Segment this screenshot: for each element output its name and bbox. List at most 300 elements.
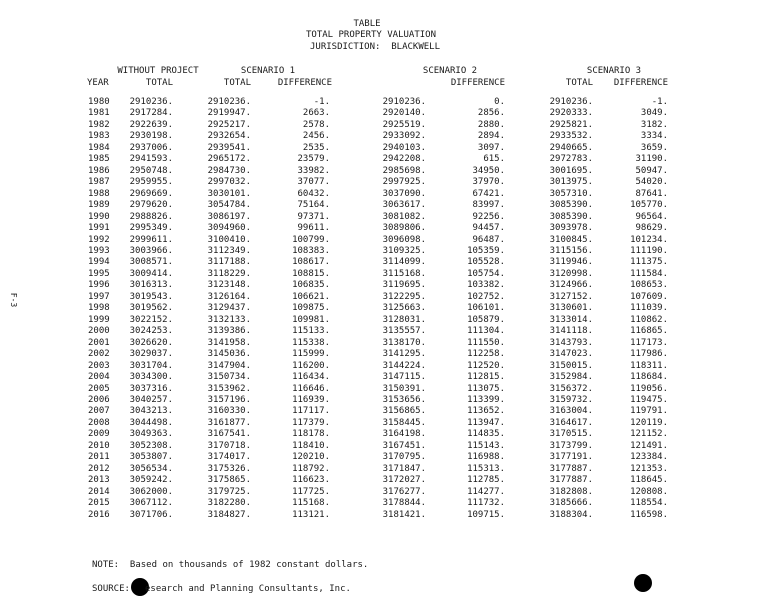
s3-difference-cell: 121353.	[630, 463, 668, 474]
s3-total-cell: 3164617.	[549, 417, 593, 428]
s1-difference-cell: 75164.	[297, 200, 330, 211]
without-total-cell: 2995349.	[129, 223, 173, 234]
s2-total-cell: 3119695.	[382, 280, 426, 291]
without-total-cell: 3052308.	[129, 440, 173, 451]
s2-total-cell: 3150391.	[382, 383, 426, 394]
s1-total-cell: 3179725.	[207, 486, 251, 497]
s3-total-cell: 3170515.	[549, 429, 593, 440]
s2-difference-cell: 83997.	[472, 200, 505, 211]
s2-total-cell: 3141295.	[382, 349, 426, 360]
s3-total-cell: 3001695.	[549, 165, 593, 176]
s1-total-cell: 3094960.	[207, 223, 251, 234]
s3-difference-cell: 101234.	[630, 234, 668, 245]
s1-difference-cell: 109875.	[292, 303, 330, 314]
s1-total-cell: 3170718.	[207, 440, 251, 451]
year-cell: 2009	[88, 429, 110, 440]
s1-difference-cell: 23579.	[297, 154, 330, 165]
s3-difference-cell: 96564.	[635, 211, 668, 222]
s2-total-cell: 3125663.	[382, 303, 426, 314]
s2-total-cell: 3147115.	[382, 372, 426, 383]
s2-difference-cell: 105754.	[467, 268, 505, 279]
s1-difference-cell: -1.	[313, 97, 330, 107]
s3-total-cell: 3163004.	[549, 406, 593, 417]
s3-difference-cell: 118311.	[630, 360, 668, 371]
year-cell: 2003	[88, 360, 110, 371]
year-cell: 1983	[88, 131, 110, 142]
s2-difference-cell: 102752.	[467, 291, 505, 302]
s3-total-cell: 2910236.	[549, 97, 593, 107]
s2-total-cell: 3158445.	[382, 417, 426, 428]
without-total-cell: 2930198.	[129, 131, 173, 142]
s1-difference-cell: 113121.	[292, 509, 330, 520]
s3-difference-cell: 121152.	[630, 429, 668, 440]
year-cell: 1982	[88, 119, 110, 130]
without-total-cell: 2922639.	[129, 119, 173, 130]
s3-total-cell: 3124966.	[549, 280, 593, 291]
s1-total-cell: 2932654.	[207, 131, 251, 142]
s2-difference-cell: 112785.	[467, 475, 505, 486]
s2-total-cell: 3037090.	[382, 188, 426, 199]
s1-difference-cell: 97371.	[297, 211, 330, 222]
source-text: esearch and Planning Consultants, Inc.	[145, 584, 351, 594]
without-total-cell: 2969669.	[129, 188, 173, 199]
s2-difference-cell: 111732.	[467, 498, 505, 509]
without-total-cell: 3071706.	[129, 509, 173, 520]
year-cell: 2015	[88, 498, 110, 509]
year-cell: 2010	[88, 440, 110, 451]
without-total-cell: 2999611.	[129, 234, 173, 245]
without-total-cell: 3062000.	[129, 486, 173, 497]
s3-difference-cell: 119056.	[630, 383, 668, 394]
s2-difference-cell: 115313.	[467, 463, 505, 474]
s3-difference-cell: 50947.	[635, 165, 668, 176]
s2-difference-cell: 34950.	[472, 165, 505, 176]
year-cell: 1990	[88, 211, 110, 222]
year-cell: 2004	[88, 372, 110, 383]
year-cell: 2000	[88, 326, 110, 337]
without-total-cell: 2937006.	[129, 142, 173, 153]
without-total-cell: 3029037.	[129, 349, 173, 360]
without-total-cell: 2917284.	[129, 108, 173, 119]
without-total-cell: 2959955.	[129, 177, 173, 188]
year-cell: 1994	[88, 257, 110, 268]
s1-difference-cell: 117117.	[292, 406, 330, 417]
s2-total-cell: 3089806.	[382, 223, 426, 234]
s3-total-cell: 3182808.	[549, 486, 593, 497]
s3-difference-cell: 117173.	[630, 337, 668, 348]
s2-difference-cell: 37970.	[472, 177, 505, 188]
without-total-cell: 3059242.	[129, 475, 173, 486]
year-cell: 1999	[88, 314, 110, 325]
s1-total-cell: 2919947.	[207, 108, 251, 119]
without-project-header: WITHOUT PROJECT	[117, 66, 199, 76]
s1-total-header: TOTAL	[223, 78, 251, 88]
s3-total-header: TOTAL	[565, 78, 593, 88]
year-cell: 2002	[88, 349, 110, 360]
without-total-cell: 2988826.	[129, 211, 173, 222]
s1-difference-cell: 2663.	[302, 108, 330, 119]
s2-difference-cell: 615.	[483, 154, 505, 165]
year-cell: 1989	[88, 200, 110, 211]
year-cell: 1988	[88, 188, 110, 199]
s2-total-cell: 3138170.	[382, 337, 426, 348]
year-cell: 2007	[88, 406, 110, 417]
s1-total-cell: 3182280.	[207, 498, 251, 509]
without-total-cell: 3034300.	[129, 372, 173, 383]
s1-total-cell: 3161877.	[207, 417, 251, 428]
s2-difference-cell: 109715.	[467, 509, 505, 520]
s1-difference-cell: 99611.	[297, 223, 330, 234]
without-total-cell: 3037316.	[129, 383, 173, 394]
s3-total-cell: 2920333.	[549, 108, 593, 119]
s3-total-cell: 3013975.	[549, 177, 593, 188]
s3-total-cell: 3085390.	[549, 211, 593, 222]
s1-difference-cell: 115999.	[292, 349, 330, 360]
s3-total-cell: 3185666.	[549, 498, 593, 509]
scenario3-header: SCENARIO 3	[586, 66, 642, 76]
s3-total-cell: 3120998.	[549, 268, 593, 279]
s3-total-cell: 3188304.	[549, 509, 593, 520]
year-cell: 2011	[88, 452, 110, 463]
s3-difference-cell: 111039.	[630, 303, 668, 314]
s2-difference-cell: 112815.	[467, 372, 505, 383]
without-total-header: TOTAL	[145, 78, 173, 88]
s3-difference-cell: 111190.	[630, 245, 668, 256]
year-cell: 1987	[88, 177, 110, 188]
s2-difference-header: DIFFERENCE	[450, 78, 505, 88]
note-text: NOTE: Based on thousands of 1982 constant dollars.	[92, 560, 369, 570]
s3-difference-cell: 123384.	[630, 452, 668, 463]
s2-total-cell: 3172027.	[382, 475, 426, 486]
s3-total-cell: 3093978.	[549, 223, 593, 234]
s3-difference-cell: 116865.	[630, 326, 668, 337]
s2-total-cell: 3170795.	[382, 452, 426, 463]
s3-difference-cell: 3659.	[640, 142, 668, 153]
s3-total-cell: 2940665.	[549, 142, 593, 153]
s2-difference-cell: 113399.	[467, 394, 505, 405]
year-column-header: YEAR	[87, 78, 109, 88]
s1-difference-cell: 115133.	[292, 326, 330, 337]
s1-difference-cell: 115338.	[292, 337, 330, 348]
s2-difference-cell: 2856.	[477, 108, 505, 119]
s1-difference-cell: 116939.	[292, 394, 330, 405]
s1-total-cell: 3139386.	[207, 326, 251, 337]
s3-difference-header: DIFFERENCE	[613, 78, 668, 88]
s1-difference-cell: 2456.	[302, 131, 330, 142]
s2-total-cell: 3135557.	[382, 326, 426, 337]
year-cell: 1984	[88, 142, 110, 153]
s2-total-cell: 3115168.	[382, 268, 426, 279]
s1-difference-cell: 2535.	[302, 142, 330, 153]
s2-difference-cell: 113075.	[467, 383, 505, 394]
s1-total-cell: 3160330.	[207, 406, 251, 417]
s2-difference-cell: 114277.	[467, 486, 505, 497]
s1-difference-cell: 116200.	[292, 360, 330, 371]
s2-total-cell: 3153656.	[382, 394, 426, 405]
s2-difference-cell: 3097.	[477, 142, 505, 153]
s2-difference-cell: 115143.	[467, 440, 505, 451]
year-cell: 2016	[88, 509, 110, 520]
s3-total-cell: 3127152.	[549, 291, 593, 302]
s1-total-cell: 3132133.	[207, 314, 251, 325]
year-cell: 1981	[88, 108, 110, 119]
s1-difference-cell: 116434.	[292, 372, 330, 383]
s2-total-cell: 3144224.	[382, 360, 426, 371]
without-total-cell: 3019562.	[129, 303, 173, 314]
s1-total-cell: 2939541.	[207, 142, 251, 153]
year-cell: 2006	[88, 394, 110, 405]
table-title: TOTAL PROPERTY VALUATION	[305, 30, 437, 40]
s3-total-cell: 3147023.	[549, 349, 593, 360]
s3-difference-cell: 121491.	[630, 440, 668, 451]
s1-total-cell: 2925217.	[207, 119, 251, 130]
without-total-cell: 3044498.	[129, 417, 173, 428]
year-cell: 2005	[88, 383, 110, 394]
s3-total-cell: 3057310.	[549, 188, 593, 199]
s3-total-cell: 3119946.	[549, 257, 593, 268]
s3-difference-cell: 54020.	[635, 177, 668, 188]
s1-total-cell: 3175865.	[207, 475, 251, 486]
s1-difference-cell: 106835.	[292, 280, 330, 291]
s3-difference-cell: 3049.	[640, 108, 668, 119]
year-cell: 2012	[88, 463, 110, 474]
without-total-cell: 3053807.	[129, 452, 173, 463]
s1-difference-cell: 37077.	[297, 177, 330, 188]
s2-total-cell: 3164198.	[382, 429, 426, 440]
s3-difference-cell: 118554.	[630, 498, 668, 509]
s1-difference-cell: 33982.	[297, 165, 330, 176]
s3-difference-cell: 118684.	[630, 372, 668, 383]
s1-difference-cell: 108815.	[292, 268, 330, 279]
s1-difference-cell: 118178.	[292, 429, 330, 440]
s2-total-cell: 3167451.	[382, 440, 426, 451]
s2-total-cell: 3156865.	[382, 406, 426, 417]
without-total-cell: 3026620.	[129, 337, 173, 348]
s2-difference-cell: 94457.	[472, 223, 505, 234]
without-total-cell: 2979620.	[129, 200, 173, 211]
s1-total-cell: 3147904.	[207, 360, 251, 371]
s1-total-cell: 3117188.	[207, 257, 251, 268]
s1-total-cell: 3150734.	[207, 372, 251, 383]
s2-difference-cell: 112520.	[467, 360, 505, 371]
s3-difference-cell: 110862.	[630, 314, 668, 325]
s1-difference-cell: 120210.	[292, 452, 330, 463]
s1-difference-cell: 116646.	[292, 383, 330, 394]
without-total-cell: 3003966.	[129, 245, 173, 256]
s2-difference-cell: 111304.	[467, 326, 505, 337]
s3-total-cell: 3177887.	[549, 475, 593, 486]
without-total-cell: 3043213.	[129, 406, 173, 417]
s1-difference-cell: 108383.	[292, 245, 330, 256]
without-total-cell: 2941593.	[129, 154, 173, 165]
year-cell: 2001	[88, 337, 110, 348]
s1-total-cell: 3054784.	[207, 200, 251, 211]
s1-total-cell: 2984730.	[207, 165, 251, 176]
s2-total-cell: 3096098.	[382, 234, 426, 245]
s1-difference-cell: 100799.	[292, 234, 330, 245]
s1-difference-cell: 109981.	[292, 314, 330, 325]
year-cell: 1980	[88, 97, 110, 107]
s3-total-cell: 2925821.	[549, 119, 593, 130]
year-cell: 1991	[88, 223, 110, 234]
s1-difference-cell: 116623.	[292, 475, 330, 486]
s2-total-cell: 2933092.	[382, 131, 426, 142]
scenario2-header: SCENARIO 2	[422, 66, 478, 76]
s3-total-cell: 3141118.	[549, 326, 593, 337]
s1-difference-cell: 108617.	[292, 257, 330, 268]
s3-difference-cell: 98629.	[635, 223, 668, 234]
s1-total-cell: 3157196.	[207, 394, 251, 405]
s1-total-cell: 3153962.	[207, 383, 251, 394]
s2-total-cell: 3171847.	[382, 463, 426, 474]
s2-difference-cell: 0.	[494, 97, 505, 107]
s3-difference-cell: 3182.	[640, 119, 668, 130]
s2-difference-cell: 2894.	[477, 131, 505, 142]
s3-difference-cell: 118645.	[630, 475, 668, 486]
s3-total-cell: 3115156.	[549, 245, 593, 256]
year-cell: 1998	[88, 303, 110, 314]
s1-total-cell: 3100410.	[207, 234, 251, 245]
s1-difference-cell: 117379.	[292, 417, 330, 428]
year-cell: 1997	[88, 291, 110, 302]
s1-difference-cell: 60432.	[297, 188, 330, 199]
s2-difference-cell: 67421.	[472, 188, 505, 199]
s3-total-cell: 3150015.	[549, 360, 593, 371]
s1-total-cell: 3126164.	[207, 291, 251, 302]
binder-hole-right	[634, 574, 652, 592]
s2-total-cell: 2940103.	[382, 142, 426, 153]
year-cell: 1986	[88, 165, 110, 176]
s2-total-cell: 3128031.	[382, 314, 426, 325]
s2-total-cell: 2910236.	[382, 97, 426, 107]
without-total-cell: 3067112.	[129, 498, 173, 509]
s3-total-cell: 3085390.	[549, 200, 593, 211]
s1-total-cell: 3123148.	[207, 280, 251, 291]
s2-difference-cell: 103382.	[467, 280, 505, 291]
s3-difference-cell: 105770.	[630, 200, 668, 211]
s1-difference-cell: 106621.	[292, 291, 330, 302]
without-total-cell: 3016313.	[129, 280, 173, 291]
s3-difference-cell: -1.	[651, 97, 668, 107]
s2-difference-cell: 105359.	[467, 245, 505, 256]
s2-total-cell: 2925519.	[382, 119, 426, 130]
year-cell: 1993	[88, 245, 110, 256]
without-total-cell: 3024253.	[129, 326, 173, 337]
without-total-cell: 3022152.	[129, 314, 173, 325]
s2-difference-cell: 92256.	[472, 211, 505, 222]
s3-difference-cell: 120119.	[630, 417, 668, 428]
s2-total-cell: 3063617.	[382, 200, 426, 211]
s2-difference-cell: 114835.	[467, 429, 505, 440]
scenario1-header: SCENARIO 1	[240, 66, 296, 76]
without-total-cell: 3019543.	[129, 291, 173, 302]
s3-total-cell: 3156372.	[549, 383, 593, 394]
s1-difference-cell: 2578.	[302, 119, 330, 130]
s1-total-cell: 3141958.	[207, 337, 251, 348]
jurisdiction-label: JURISDICTION: BLACKWELL	[309, 42, 441, 52]
table-label: TABLE	[353, 19, 381, 29]
s2-difference-cell: 2880.	[477, 119, 505, 130]
s1-total-cell: 3167541.	[207, 429, 251, 440]
s3-total-cell: 3130601.	[549, 303, 593, 314]
without-total-cell: 2910236.	[129, 97, 173, 107]
s2-difference-cell: 105528.	[467, 257, 505, 268]
s3-difference-cell: 3334.	[640, 131, 668, 142]
s2-total-cell: 3114099.	[382, 257, 426, 268]
without-total-cell: 3031704.	[129, 360, 173, 371]
s2-total-cell: 3181421.	[382, 509, 426, 520]
s1-total-cell: 3112349.	[207, 245, 251, 256]
without-total-cell: 3009414.	[129, 268, 173, 279]
s3-difference-cell: 31190.	[635, 154, 668, 165]
s1-total-cell: 3174017.	[207, 452, 251, 463]
source-prefix: SOURCE:	[92, 584, 130, 594]
s2-difference-cell: 112258.	[467, 349, 505, 360]
year-cell: 1995	[88, 268, 110, 279]
s3-difference-cell: 120808.	[630, 486, 668, 497]
s2-difference-cell: 106101.	[467, 303, 505, 314]
s2-difference-cell: 111550.	[467, 337, 505, 348]
s1-total-cell: 2965172.	[207, 154, 251, 165]
year-cell: 1985	[88, 154, 110, 165]
s1-difference-cell: 115168.	[292, 498, 330, 509]
s2-total-cell: 2942208.	[382, 154, 426, 165]
s1-total-cell: 3118229.	[207, 268, 251, 279]
s3-total-cell: 3159732.	[549, 394, 593, 405]
s1-difference-cell: 117725.	[292, 486, 330, 497]
s1-total-cell: 2997032.	[207, 177, 251, 188]
s2-difference-cell: 105879.	[467, 314, 505, 325]
s1-total-cell: 3145036.	[207, 349, 251, 360]
s3-difference-cell: 119791.	[630, 406, 668, 417]
s1-total-cell: 3175326.	[207, 463, 251, 474]
s3-total-cell: 3173799.	[549, 440, 593, 451]
s2-difference-cell: 113947.	[467, 417, 505, 428]
s1-difference-cell: 118410.	[292, 440, 330, 451]
s2-difference-cell: 116988.	[467, 452, 505, 463]
s2-difference-cell: 96487.	[472, 234, 505, 245]
without-total-cell: 3049363.	[129, 429, 173, 440]
s3-difference-cell: 119475.	[630, 394, 668, 405]
s3-difference-cell: 87641.	[635, 188, 668, 199]
s1-total-cell: 3086197.	[207, 211, 251, 222]
s1-total-cell: 3129437.	[207, 303, 251, 314]
s3-total-cell: 3143793.	[549, 337, 593, 348]
s3-difference-cell: 107609.	[630, 291, 668, 302]
s1-total-cell: 3030101.	[207, 188, 251, 199]
year-cell: 2013	[88, 475, 110, 486]
s1-difference-header: DIFFERENCE	[277, 78, 332, 88]
s2-total-cell: 3178844.	[382, 498, 426, 509]
s3-total-cell: 2933532.	[549, 131, 593, 142]
s3-total-cell: 3177191.	[549, 452, 593, 463]
s3-difference-cell: 111375.	[630, 257, 668, 268]
year-cell: 2008	[88, 417, 110, 428]
page-number-label: F-3	[9, 292, 19, 308]
s3-total-cell: 3152984.	[549, 372, 593, 383]
s3-difference-cell: 108653.	[630, 280, 668, 291]
s1-difference-cell: 118792.	[292, 463, 330, 474]
s2-total-cell: 2997925.	[382, 177, 426, 188]
s2-total-cell: 3176277.	[382, 486, 426, 497]
s3-difference-cell: 116598.	[630, 509, 668, 520]
s2-total-cell: 2985698.	[382, 165, 426, 176]
s2-total-cell: 2920140.	[382, 108, 426, 119]
s3-total-cell: 3133014.	[549, 314, 593, 325]
s2-difference-cell: 113652.	[467, 406, 505, 417]
without-total-cell: 3040257.	[129, 394, 173, 405]
s1-total-cell: 3184827.	[207, 509, 251, 520]
